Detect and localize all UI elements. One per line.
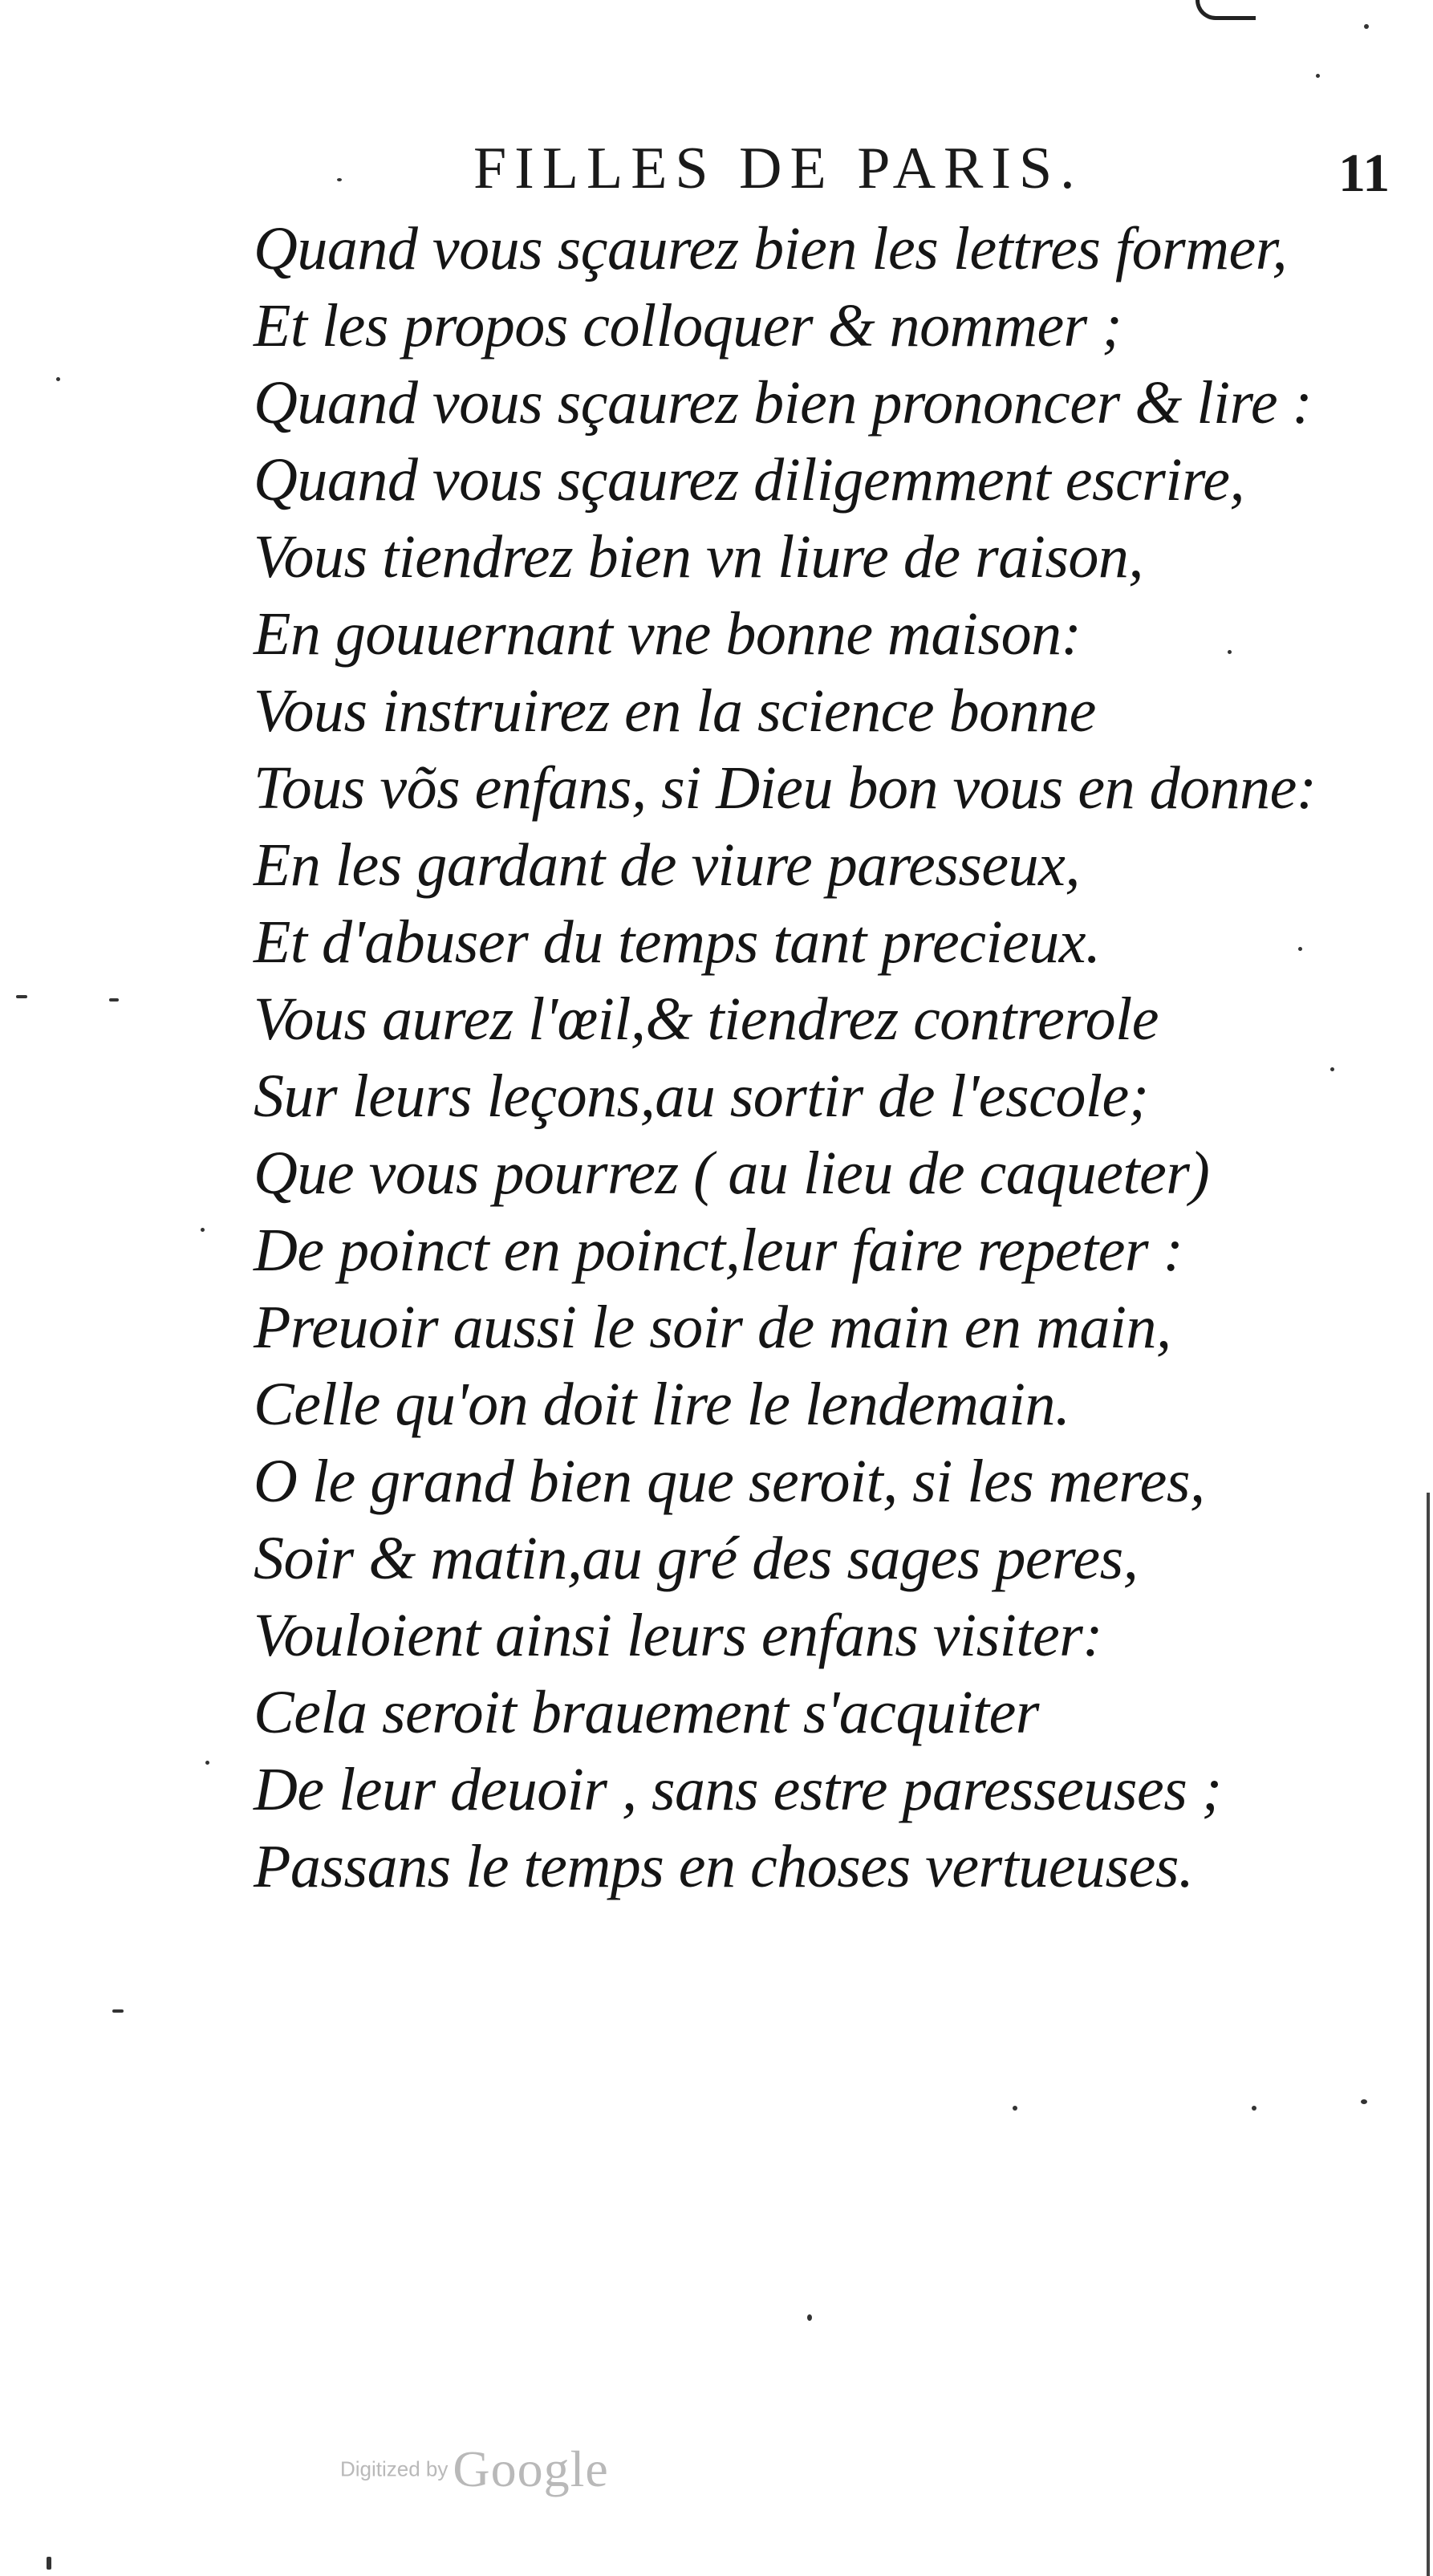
- verse-line: Tous võs enfans, si Dieu bon vous en donne:: [254, 754, 1317, 822]
- verse-line: Preuoir aussi le soir de main en main,: [254, 1294, 1171, 1361]
- margin-rule: [1427, 1493, 1430, 2576]
- verse-block: [254, 210, 1409, 1905]
- scan-speck: [205, 1761, 209, 1765]
- scan-speck: [807, 2314, 812, 2321]
- verse-line: En gouuernant vne bonne maison:: [254, 600, 1082, 668]
- scan-speck: [56, 377, 60, 381]
- verse-line: Quand vous sçaurez bien les lettres former,: [254, 215, 1287, 282]
- scan-speck: [109, 998, 119, 1002]
- digitized-by-label: Digitized by: [340, 2456, 449, 2481]
- scan-speck: [1228, 650, 1232, 654]
- verse-line: Quand vous sçaurez diligemment escrire,: [254, 446, 1244, 514]
- scan-speck: [112, 2009, 124, 2013]
- ink-mark: [1196, 0, 1256, 20]
- running-header: FILLES DE PARIS.: [473, 136, 1083, 201]
- scan-speck: [16, 995, 27, 998]
- verse-line: Quand vous sçaurez bien prononcer & lire :: [254, 369, 1313, 437]
- verse-line: Et les propos colloquer & nommer ;: [254, 292, 1122, 360]
- verse-line: Vous aurez l'œil,& tiendrez contrerole: [254, 985, 1159, 1053]
- scan-speck: [1013, 2106, 1017, 2111]
- verse-line: Celle qu'on doit lire le lendemain.: [254, 1371, 1070, 1438]
- verse-line: Sur leurs leçons,au sortir de l'escole;: [254, 1062, 1149, 1130]
- verse-line: O le grand bien que seroit, si les meres,: [254, 1448, 1205, 1515]
- verse-line: Que vous pourrez ( au lieu de caqueter): [254, 1140, 1210, 1207]
- verse-line: Et d'abuser du temps tant precieux.: [254, 908, 1101, 976]
- scan-speck: [1364, 24, 1369, 29]
- google-logo: Google: [453, 2440, 609, 2497]
- scan-speck: [1298, 947, 1302, 951]
- verse-line: En les gardant de viure paresseux,: [254, 831, 1080, 899]
- scan-speck: [1252, 2106, 1256, 2111]
- scan-speck: [1330, 1067, 1334, 1071]
- verse-line: Cela seroit brauement s'acquiter: [254, 1679, 1039, 1746]
- verse-line: Vouloient ainsi leurs enfans visiter:: [254, 1602, 1103, 1669]
- verse-line: Vous tiendrez bien vn liure de raison,: [254, 523, 1143, 591]
- verse-line: De poinct en poinct,leur faire repeter :: [254, 1217, 1183, 1284]
- page-number: 11: [1338, 142, 1390, 203]
- scan-speck: [201, 1228, 205, 1232]
- verse-line: Soir & matin,au gré des sages peres,: [254, 1525, 1139, 1592]
- verse-line: De leur deuoir , sans estre paresseuses ;: [254, 1756, 1222, 1823]
- scan-speck: [47, 2557, 51, 2570]
- scan-speck: [337, 178, 342, 181]
- scan-speck: [1361, 2099, 1367, 2104]
- verse-line: Passans le temps en choses vertueuses.: [254, 1833, 1194, 1900]
- digitization-watermark: [340, 2440, 609, 2499]
- scan-speck: [1316, 74, 1320, 78]
- verse-line: Vous instruirez en la science bonne: [254, 677, 1096, 745]
